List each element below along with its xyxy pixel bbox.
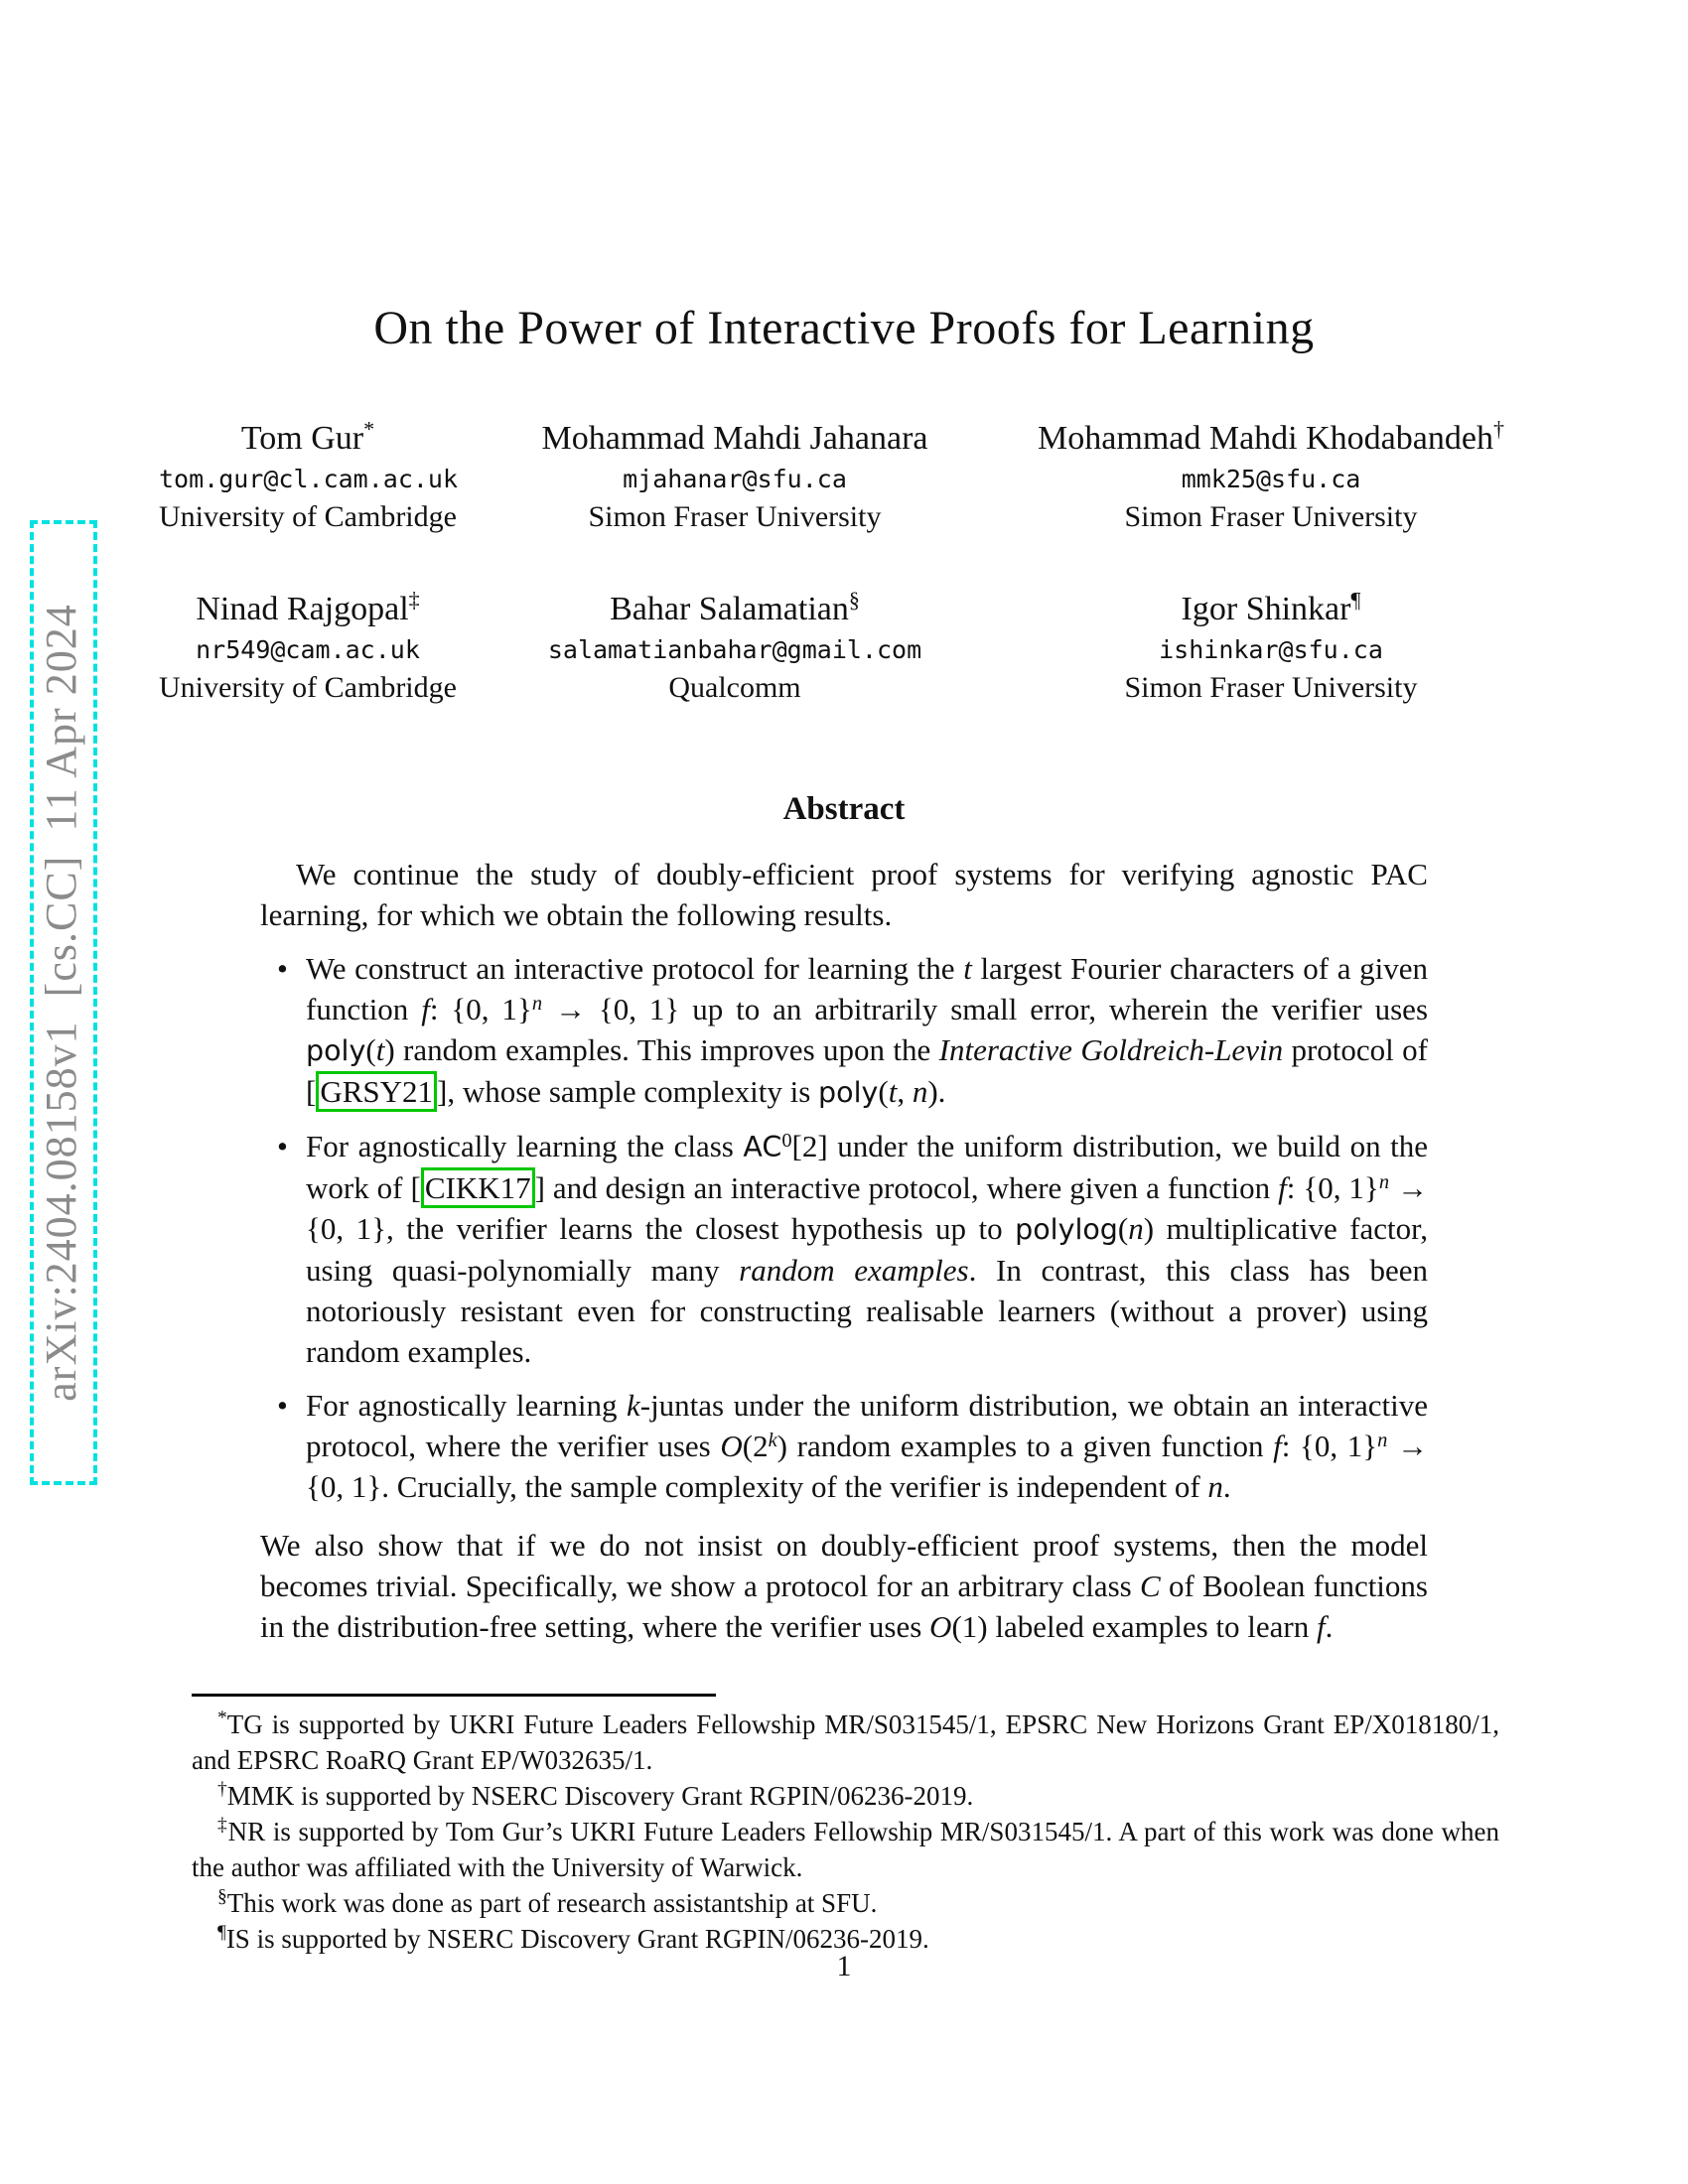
author-email: ishinkar@sfu.ca: [1159, 635, 1383, 664]
footnote: §This work was done as part of research assistantship at SFU.: [217, 1886, 878, 1918]
author-affiliation: Simon Fraser University: [1124, 500, 1418, 533]
footnote-mark: ¶: [217, 1922, 226, 1943]
author-name: Mohammad Mahdi Jahanara: [541, 420, 928, 457]
author-name: Bahar Salamatian§: [610, 587, 860, 627]
bullet-item-ac0: • For agnostically learning the class $AC^0[2]$ under the uniform distribution, we build on the work of [ CIKK17 ] and design an interactive protocol, where given a function f: {0, 1}$^n$ → {0, 1}, the verifier learns the closest hypothesis up to polylog(n) multiplicative factor, using quasi-polynomially many random examples. In contrast, this class has been notoriously resistant even for constructing realisable learners (without a prover) using random examples.: [306, 1126, 1428, 1372]
author-name: Tom Gur*: [240, 416, 375, 457]
author-email: mmk25@sfu.ca: [1181, 465, 1361, 493]
author-affiliation: Qualcomm: [668, 671, 801, 704]
abstract-closing-paragraph: We also show that if we do not insist on doubly-efficient proof systems, then the model becomes trivial. Specifically, we show a protocol for an arbitrary class C of Boolean functions in the distribution-free setting, where the verifier uses O(1) labeled examples to learn f.: [260, 1528, 1428, 1644]
abstract-section: [260, 789, 1428, 1647]
abstract-intro-paragraph: We continue the study of doubly-efficient proof systems for verifying agnostic PAC learning, for which we obtain the following results.: [260, 857, 1428, 932]
author-name: Igor Shinkar¶: [1181, 587, 1361, 627]
author-affiliation: Simon Fraser University: [588, 500, 882, 533]
author-block: [1013, 417, 1529, 536]
footnote: †MMK is supported by NSERC Discovery Grant RGPIN/06236-2019.: [217, 1779, 974, 1811]
arxiv-stamp-text: arXiv:2404.08158v1 [cs.CC] 11 Apr 2024: [37, 604, 85, 1402]
footnote-mark: §: [217, 1886, 227, 1907]
footnotes-section: [192, 1694, 1499, 1957]
paper-title: On the Power of Interactive Proofs for Learning: [373, 302, 1315, 354]
author-affiliation: Simon Fraser University: [1124, 671, 1418, 704]
abstract-bullet-list: [260, 948, 1428, 1507]
author-block: [457, 588, 1013, 707]
author-block: [457, 417, 1013, 536]
author-block: [159, 417, 457, 536]
footnote-mark: †: [217, 1779, 227, 1800]
author-affiliation: University of Cambridge: [159, 500, 457, 533]
footnote-list: [192, 1706, 1499, 1957]
citation-link[interactable]: [ CIKK17 ]: [410, 1167, 544, 1208]
bullet-item-fourier: • We construct an interactive protocol for learning the t largest Fourier characters of a given function f: {0, 1}$^n$ → {0, 1} up to an arbitrarily small error, wherein the verifier uses poly(t) random examples. This improves upon the Interactive Goldreich-Levin protocol of [ GRSY21 ], whose sample complexity is poly(t, n).: [306, 948, 1428, 1113]
footnote: ‡NR is supported by Tom Gur’s UKRI Future Leaders Fellowship MR/S031545/1. A part of this work was done when the author was affiliated with the University of Warwick.: [192, 1815, 1499, 1882]
author-block: [159, 588, 457, 707]
citation-link[interactable]: [ GRSY21 ]: [306, 1071, 447, 1112]
footnote-mark: *: [217, 1707, 227, 1728]
author-block: [1013, 588, 1529, 707]
footnote-mark: ‡: [217, 1815, 228, 1836]
author-grid: [159, 417, 1529, 707]
footnote-rule: [192, 1694, 716, 1697]
author-name: Mohammad Mahdi Khodabandeh†: [1038, 416, 1504, 457]
author-email: mjahanar@sfu.ca: [623, 465, 847, 493]
abstract-heading: Abstract: [782, 791, 906, 827]
footnote: *TG is supported by UKRI Future Leaders Fellowship MR/S031545/1, EPSRC New Horizons Grant EP/X018180/1, and EPSRC RoaRQ Grant EP/W032635/1.: [192, 1707, 1499, 1775]
author-email: nr549@cam.ac.uk: [196, 635, 420, 664]
footnote: ¶IS is supported by NSERC Discovery Grant RGPIN/06236-2019.: [217, 1922, 929, 1954]
author-name: Ninad Rajgopal‡: [196, 587, 420, 627]
author-email: salamatianbahar@gmail.com: [547, 635, 922, 664]
author-email: tom.gur@cl.cam.ac.uk: [159, 465, 459, 493]
bullet-item-juntas: • For agnostically learning k-juntas under the uniform distribution, we obtain an interactive protocol, where the verifier uses O(2$^k$) random examples to a given function f: {0, 1}$^n$ → {0, 1}. Crucially, the sample complexity of the verifier is independent of n.: [306, 1385, 1428, 1507]
author-affiliation: University of Cambridge: [159, 671, 457, 704]
page-number: 1: [836, 1950, 852, 1982]
